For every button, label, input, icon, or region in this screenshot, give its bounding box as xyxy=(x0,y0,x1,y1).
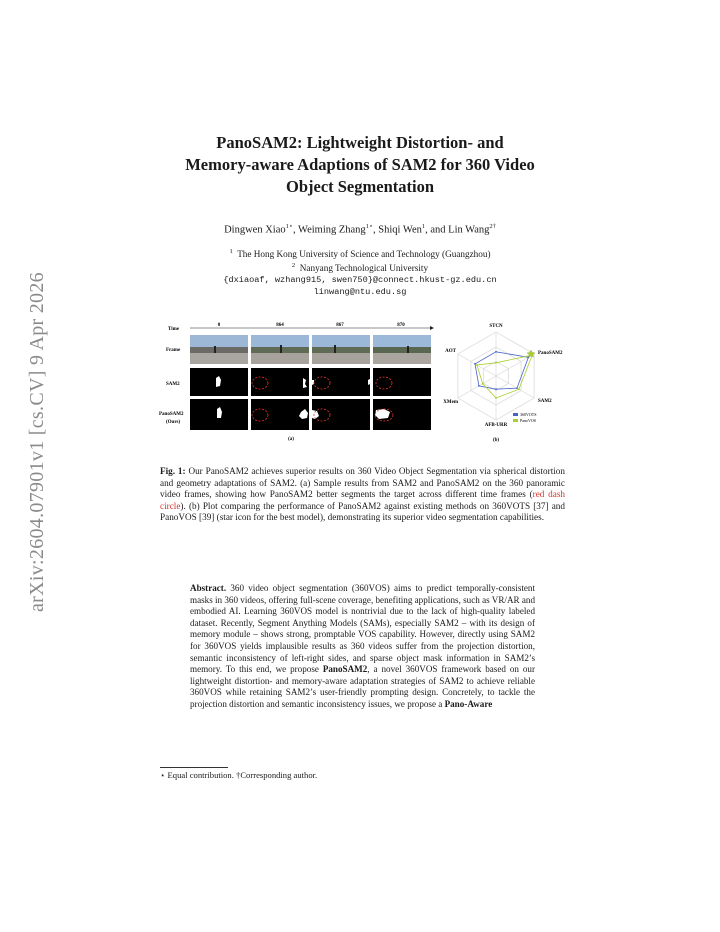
panel-b-label: (b) xyxy=(492,438,500,443)
sam2-mask-2 xyxy=(312,368,370,396)
frame-thumb-1 xyxy=(251,335,309,364)
caption-text: Our PanoSAM2 achieves superior results on 360 Video Object Segmentation via spherical distortion and geometry adaptations of SAM2. (a) Sample results from SAM2 and PanoSAM2 on the 360 panoramic video frames, showing how PanoSAM2 better segments the target across different time frames ( xyxy=(160,466,565,500)
panel-a-label: (a) xyxy=(288,437,294,442)
radar-legend xyxy=(513,412,536,423)
arrow-head-icon xyxy=(430,326,434,330)
affiliation-1: The Hong Kong University of Science and Technology (Guangzhou) xyxy=(237,249,491,260)
axis-label: PanoSAM2 xyxy=(538,351,563,356)
abstract-bold: Pano-Aware xyxy=(444,698,493,709)
author-name: Lin Wang xyxy=(448,224,490,236)
author-list: Dingwen Xiao$^{1⋆}$, Weiming Zhang$^{1⋆}$, Shiqi Wen$^1$, and Lin Wang$^{2\dagger}$ xyxy=(224,223,496,236)
abstract xyxy=(190,583,535,711)
author-name: Weiming Zhang xyxy=(298,224,366,236)
author-sup: 1⋆ xyxy=(285,223,293,230)
title-line-2: Memory-aware Adaptions of SAM2 for 360 Video xyxy=(185,155,535,174)
abstract-label: Abstract. xyxy=(190,583,227,593)
radar-series-panovos xyxy=(477,355,532,398)
affiliation-2: Nanyang Technological University xyxy=(299,263,429,274)
radar-point xyxy=(495,362,497,364)
radar-point xyxy=(516,387,518,389)
author-name: Dingwen Xiao xyxy=(224,224,286,236)
affiliations xyxy=(0,246,720,298)
author-sup: 1 xyxy=(421,223,426,230)
legend-label: 360VOTS xyxy=(520,412,537,417)
caption-text: ). (b) Plot comparing the performance of PanoSAM2 against existing methods on 360VOTS [37] and PanoVOS [39] (star icon for the best model), demonstrating its superior video segmentation capabilities. xyxy=(160,500,565,523)
legend-swatch-panovos xyxy=(513,419,518,422)
time-tick: 864 xyxy=(276,323,284,328)
footnote-rule xyxy=(160,767,228,768)
sam2-mask-1 xyxy=(251,368,309,396)
figure-caption xyxy=(160,466,565,524)
radar-series xyxy=(474,351,533,399)
author-name: Shiqi Wen xyxy=(378,224,422,236)
figure-1 xyxy=(159,318,572,448)
panosam2-row xyxy=(190,399,431,430)
radar-point xyxy=(518,388,520,390)
sam2-mask-3 xyxy=(373,368,431,396)
radar-axis-labels xyxy=(443,324,563,428)
frame-thumb-2 xyxy=(312,335,370,364)
time-tick: 870 xyxy=(397,323,405,328)
footnote: ⋆ Equal contribution. †Corresponding author. xyxy=(160,770,318,780)
time-label: Time xyxy=(168,327,180,332)
title-line-1: PanoSAM2: Lightweight Distortion- and xyxy=(216,133,504,152)
mask-blob xyxy=(368,379,370,385)
email-line-2: linwang@ntu.edu.sg xyxy=(313,287,407,298)
panosam2-mask-2 xyxy=(312,399,370,430)
radar-point xyxy=(495,397,497,399)
author-sup: 2† xyxy=(489,223,496,230)
caption-red-text: red dash circle xyxy=(160,489,565,511)
title-line-3: Object Segmentation xyxy=(285,177,435,196)
axis-label: STCN xyxy=(489,324,503,329)
abstract-text: 360 video object segmentation (360VOS) aims to predict temporally-consistent masks in 360 videos, offering full-scene coverage, benefiting applications, such as VR/AR and embodied AI. Learning 360VOS model is nontrivial due to the lack of high-quality labeled dataset. Recently, Segment Anything Models (SAMs), especially SAM2 – with its design of memory module – shows strong, promptable VOS capability. However, directly using SAM2 for 360VOS yields implausible results as 360 videos suffer from the projection distortion, semantic inconsistency of left-right sides, and sparse object mask information in SAM2’s memory. To this end, we propose xyxy=(190,583,535,675)
radar-point xyxy=(478,385,480,387)
arxiv-identifier[interactable]: arXiv:2604.07901v1 [cs.CV] 9 Apr 2026 xyxy=(26,272,48,612)
time-tick: 0 xyxy=(217,323,221,328)
row-label-panosam2: PanoSAM2 xyxy=(159,412,184,417)
author-sup: 1⋆ xyxy=(365,223,374,230)
radar-point xyxy=(476,364,478,366)
axis-label: AFB-URR xyxy=(484,423,508,428)
row-label-ours: (Ours) xyxy=(166,420,181,425)
row-label-frame: Frame xyxy=(166,348,181,353)
sam2-row xyxy=(190,368,431,396)
affil-number: 1 xyxy=(229,248,233,255)
frame-thumb-3 xyxy=(373,335,431,364)
panel-b xyxy=(443,324,563,443)
time-tick: 867 xyxy=(336,323,344,328)
axis-label: XMem xyxy=(443,400,458,405)
radar-grid xyxy=(458,332,537,420)
paper-title xyxy=(0,132,720,198)
legend-label: PanoVOS xyxy=(520,418,537,423)
frame-row xyxy=(190,335,431,364)
legend-swatch-360vots xyxy=(513,413,518,416)
panel-a xyxy=(159,323,434,442)
radar-point xyxy=(482,383,484,385)
axis-label: SAM2 xyxy=(538,399,552,404)
row-label-sam2: SAM2 xyxy=(166,382,180,387)
axis-label: AOT xyxy=(445,349,456,354)
radar-point xyxy=(495,388,497,390)
radar-point xyxy=(495,351,497,353)
radar-point xyxy=(474,363,476,365)
abstract-bold: PanoSAM2 xyxy=(322,664,368,675)
email-line-1: {dxiaoaf, wzhang915, swen750}@connect.hkust-gz.edu.cn xyxy=(223,275,497,286)
caption-label: Fig. 1: xyxy=(160,466,186,476)
abstract-text: , a novel 360VOS framework based on our lightweight distortion- and memory-aware adaptation strategies of SAM2 to achieve reliable 360VOS while retaining SAM2’s user-friendly prompting design. Concretely, to tackle the projection distortion and semantic inconsistency issues, we propose a xyxy=(190,664,535,709)
affil-number: 2 xyxy=(291,262,296,270)
frame-thumb-0 xyxy=(190,335,248,364)
